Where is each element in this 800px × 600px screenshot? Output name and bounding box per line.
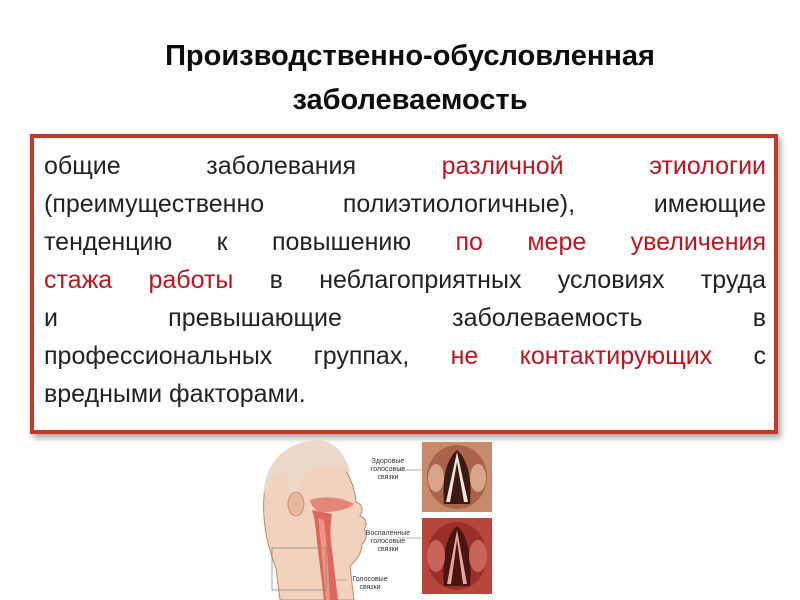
definition-word: повышению (271, 228, 412, 256)
definition-word: условиях (557, 266, 665, 294)
definition-line (44, 338, 766, 374)
definition-word: общие (44, 152, 121, 180)
definition-word: вредными (44, 380, 163, 408)
definition-line (44, 300, 766, 336)
definition-line (44, 224, 766, 260)
definition-word: группах, (313, 342, 410, 370)
definition-line (44, 148, 766, 184)
definition-word: в (269, 266, 283, 294)
highlighted-word: мере (527, 228, 587, 256)
definition-line (44, 262, 766, 298)
definition-word: имеющие (653, 190, 766, 218)
highlighted-word: по (455, 228, 483, 256)
definition-line (44, 376, 766, 412)
definition-word: в (752, 304, 767, 332)
definition-word: превышающие (168, 304, 342, 332)
definition-word: с (753, 342, 766, 370)
title-line-1: Производственно-обусловленная (165, 40, 655, 72)
title-line-2: заболеваемость (292, 84, 528, 116)
definition-word: труда (700, 266, 766, 294)
definition-box (30, 134, 778, 434)
highlighted-word: увеличения (630, 228, 767, 256)
definition-word: профессиональных (44, 342, 273, 370)
highlighted-word: этиологии (649, 152, 767, 180)
throat-anatomy-illustration (258, 438, 498, 600)
highlighted-word: различной (441, 152, 564, 180)
highlighted-word: не (450, 342, 479, 370)
definition-word: (преимущественно (44, 190, 265, 218)
definition-word: полиэтиологичные), (342, 190, 576, 218)
label-vocal-cords: Голосовые связки (352, 576, 388, 591)
definition-word: факторами. (169, 380, 306, 408)
highlighted-word: стажа (44, 266, 113, 294)
definition-word: неблагоприятных (319, 266, 522, 294)
definition-line (44, 186, 766, 222)
label-healthy-vocal-cords: Здоровые голосовые связки (370, 458, 406, 481)
highlighted-word: работы (148, 266, 234, 294)
definition-word: тенденцию (44, 228, 173, 256)
ear (288, 492, 304, 516)
slide-title (40, 34, 780, 122)
definition-word: и (44, 304, 58, 332)
definition-word: заболеваемость (452, 304, 643, 332)
highlighted-word: контактирующих (519, 342, 713, 370)
definition-word: заболевания (206, 152, 357, 180)
label-inflamed-vocal-cords: Воспаленные голосовые связки (365, 530, 411, 553)
definition-word: к (216, 228, 228, 256)
